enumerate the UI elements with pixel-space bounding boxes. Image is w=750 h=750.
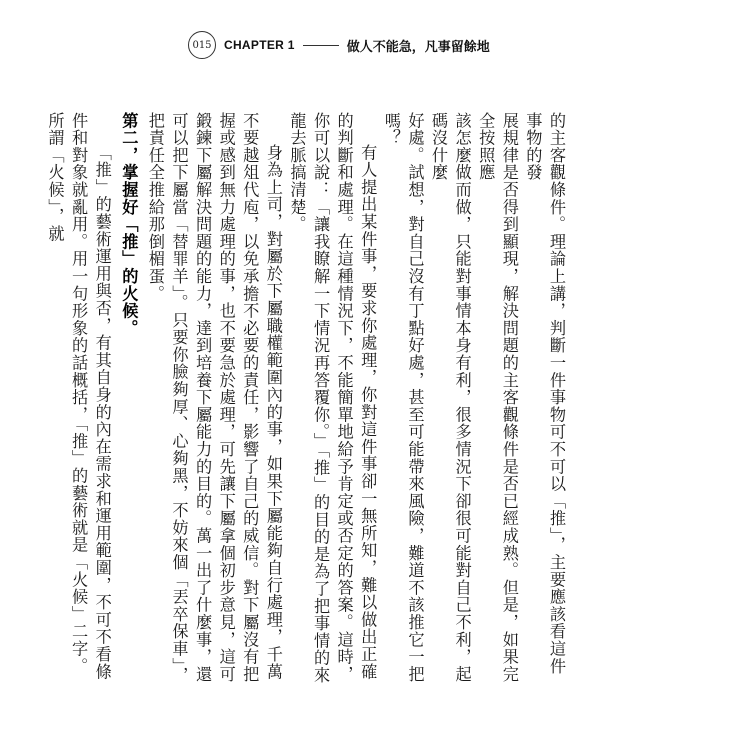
vertical-body-text bbox=[43, 112, 568, 692]
paragraph-3: 身為上司，對屬於下屬職權範圍內的事，如果下屬能夠自行處理，千萬不要越俎代庖，以免承擔不必要的責任，影響了自己的威信。對下屬沒有把握或感到無力處理的事，也不要急於處理，可先讓下屬拿個初步意見，這可鍛鍊下屬解決問題的能力，達到培養下屬能力的目的。萬一出了什麼事，還可以把下屬當「替罪羊」。只要你臉夠厚、心夠黑，不妨來個「丟卒保車」，把責任全推給那倒楣蛋。 bbox=[145, 112, 283, 684]
page-header bbox=[188, 30, 490, 60]
text-line-3: 該怎麼做而做，只能對事情本身有利，很多情況下卻很可能對自己不利，起碼沒什麼 bbox=[429, 112, 472, 683]
text-line-1: 的主客觀條件。理論上講，判斷一件事物可不可以「推」，主要應該看這件事物的發 bbox=[523, 112, 566, 675]
chapter-label: CHAPTER 1 bbox=[224, 38, 295, 52]
page-number: 015 bbox=[188, 31, 216, 59]
section-heading: 第二，掌握好「推」的火候。 bbox=[119, 112, 139, 337]
header-dash-divider bbox=[303, 45, 339, 46]
paragraph-4: 「推」的藝術運用與否，有其自身的內在需求和運用範圍，不可不看條件和對象就亂用。用一句形象的話概括，「推」的藝術就是「火候」二字。所謂「火候」，就 bbox=[45, 112, 112, 681]
text-line-4: 好處。試想，對自己沒有丁點好處，甚至可能帶來風險，難道不該推它一把嗎？ bbox=[381, 112, 425, 683]
chapter-title: 做人不能急，凡事留餘地 bbox=[346, 39, 490, 55]
paragraph-2: 有人提出某件事，要求你處理，你對這件事卻一無所知，難以做出正確的判斷和處理。在這種情況下，不能簡單地給予肯定或否定的答案。這時，你可以說：「讓我瞭解一下情況再答覆你。」「推」的目的是為了把事情的來龍去脈搞清楚。 bbox=[287, 112, 378, 684]
text-line-2: 展規律是否得到顯現，解決問題的主客觀條件是否已經成熟。但是，如果完全按照應 bbox=[476, 112, 519, 683]
